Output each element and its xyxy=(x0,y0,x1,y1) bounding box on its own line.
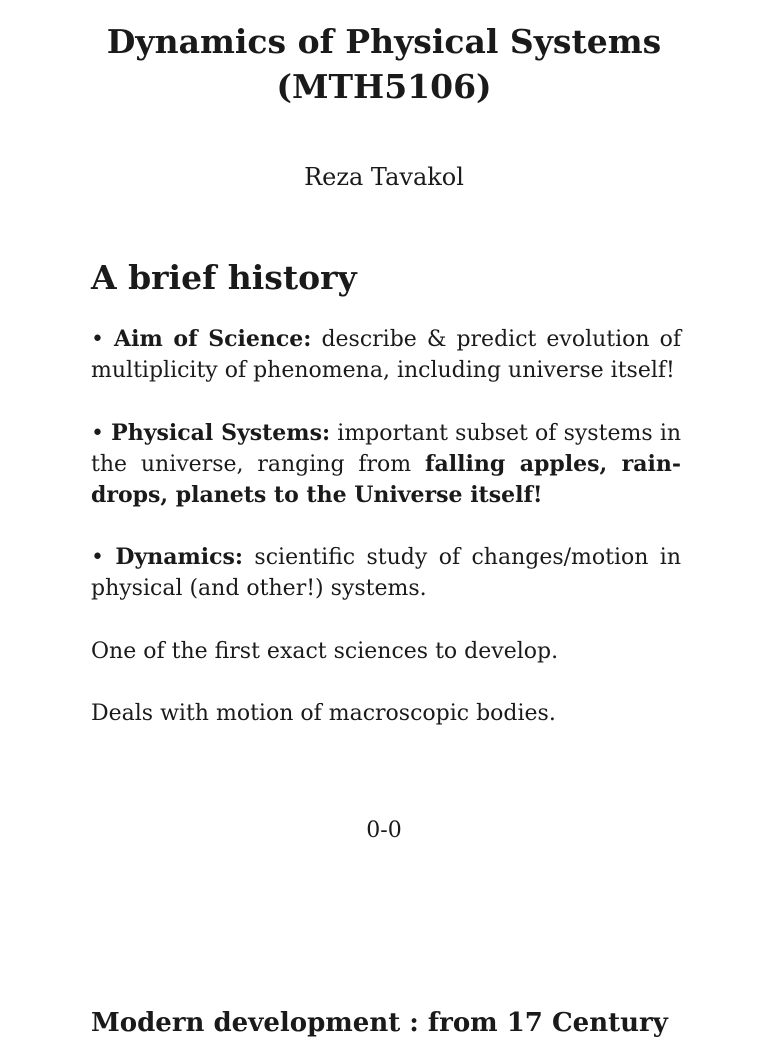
paragraph-text: describe & predict evolution of xyxy=(321,327,681,352)
paragraph-text: in the universe, ranging from xyxy=(91,421,682,477)
statement-macroscopic-bodies: Deals with motion of macroscopic bodies. xyxy=(91,701,556,726)
paragraph-emphasis: drops, planets to the Universe itself! xyxy=(91,482,543,508)
section-heading: A brief history xyxy=(91,258,357,297)
bullet: • xyxy=(91,327,104,352)
next-page-heading: Modern development : from 17 Century xyxy=(91,1008,668,1038)
bullet: • xyxy=(91,545,104,570)
paragraph-physical-systems xyxy=(91,418,681,511)
term-physical-systems: Physical Systems: xyxy=(111,420,331,446)
paragraph-text: physical (and other!) systems. xyxy=(91,576,427,601)
term-dynamics: Dynamics: xyxy=(115,544,244,570)
paragraph-emphasis: falling apples, rain- xyxy=(425,451,681,477)
term-aim-of-science: Aim of Science: xyxy=(114,326,312,352)
author-name: Reza Tavakol xyxy=(304,163,464,191)
paragraph-text: multiplicity of phenomena, including universe itself! xyxy=(91,358,675,383)
paragraph-text: important subset of systems xyxy=(337,421,653,446)
paragraph-aim-of-science xyxy=(91,324,681,386)
paragraph-text: scientific study of changes/motion in xyxy=(254,545,682,570)
bullet: • xyxy=(91,421,104,446)
document-title-line-2: (MTH5106) xyxy=(276,67,492,106)
page-number: 0-0 xyxy=(366,818,402,843)
paragraph-dynamics xyxy=(91,542,681,604)
document-title-line-1: Dynamics of Physical Systems xyxy=(106,22,662,61)
statement-exact-sciences: One of the first exact sciences to develop. xyxy=(91,639,559,664)
